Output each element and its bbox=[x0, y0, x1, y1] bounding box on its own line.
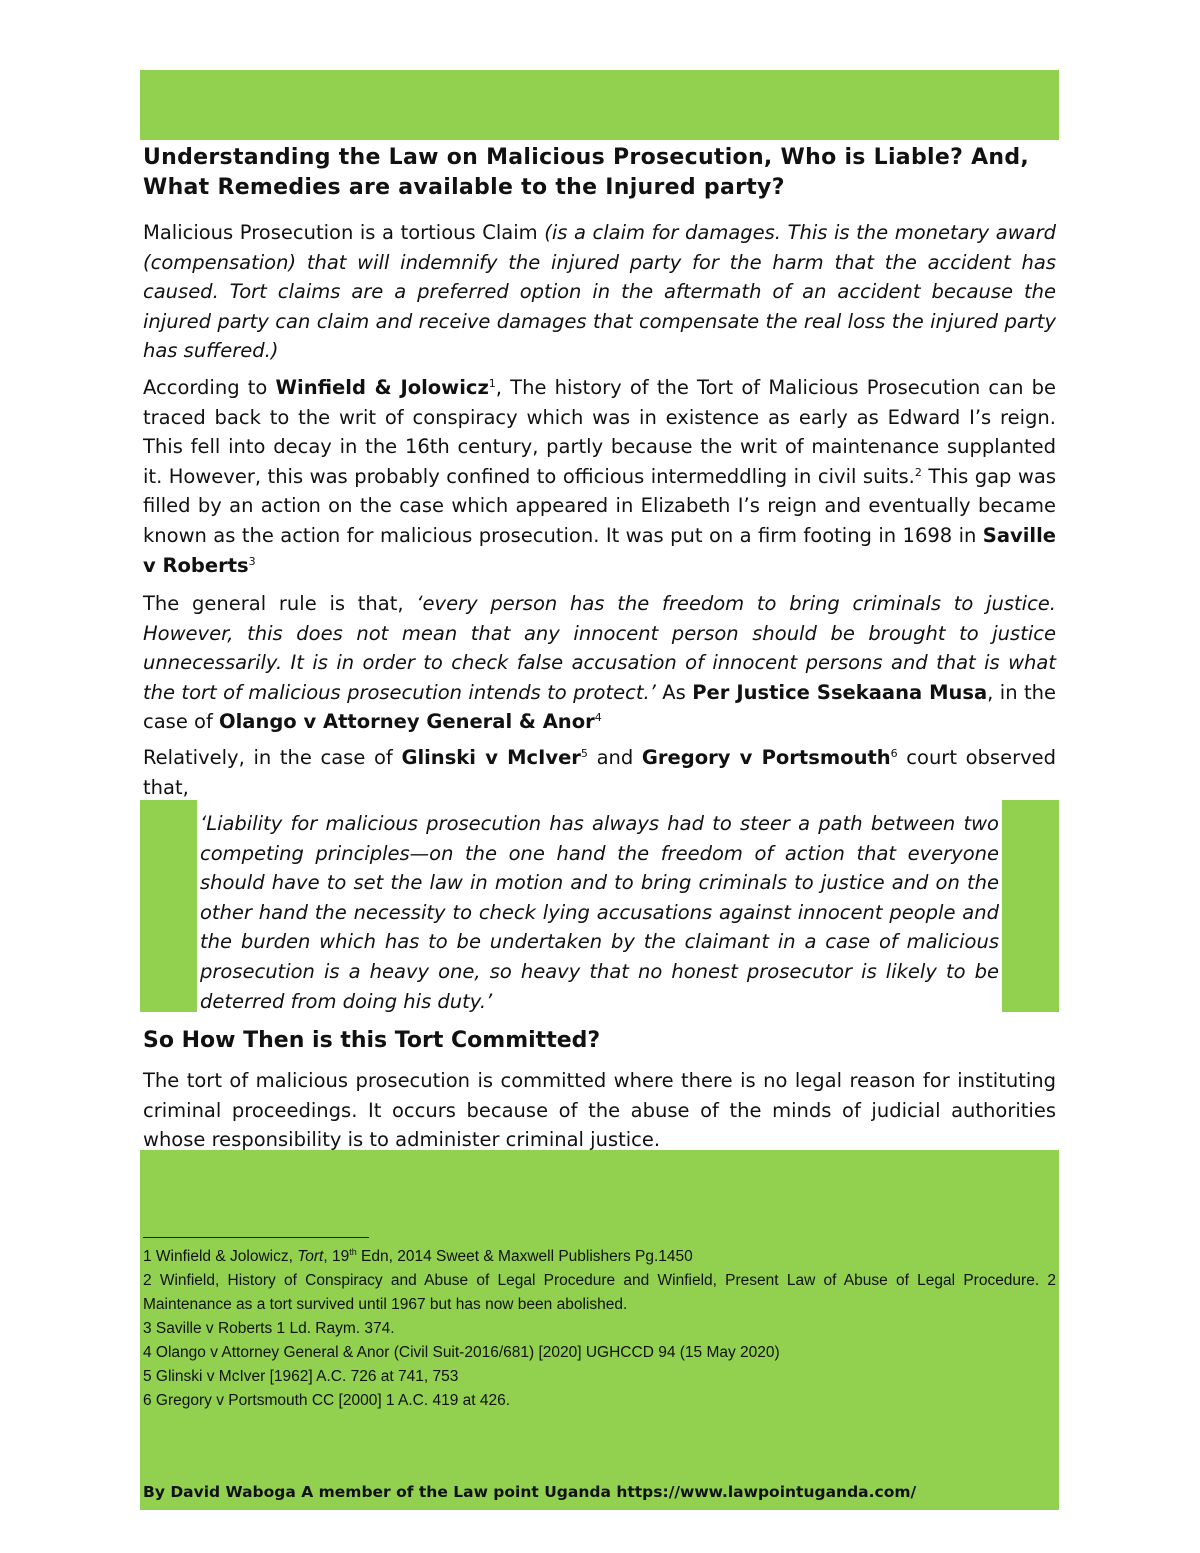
judge-name: Per Justice Ssekaana Musa bbox=[692, 680, 988, 704]
footnote-5: 5 Glinski v McIver [1962] A.C. 726 at 741, 753 bbox=[143, 1368, 459, 1385]
footnote-1-ordinal: th bbox=[349, 1247, 357, 1257]
footnote-1-title: Tort bbox=[297, 1248, 324, 1265]
footnote-2: 2 Winfield, History of Conspiracy and Abuse of Legal Procedure and Winfield, Present Law of Abuse of Legal Procedure. 2 Maintenance as a tort survived until 1967 but has now been abolished. bbox=[143, 1272, 1056, 1313]
general-rule-paragraph bbox=[143, 589, 1056, 737]
relatively-text-1: Relatively, in the case of bbox=[143, 746, 402, 769]
footnote-ref-4[interactable]: 4 bbox=[594, 711, 602, 725]
footnote-divider bbox=[143, 1237, 369, 1238]
intro-definition: (is a claim for damages. This is the monetary award (compensation) that will indemnify the injured party for the harm that the accident has caused. Tort claims are a preferred option in the aftermath of an accident because the injured party can claim and receive damages that compensate the real loss the injured party has suffered.) bbox=[143, 221, 1056, 363]
history-text-2: , The history of the Tort of Malicious Prosecution can be traced back to the writ of conspiracy which was in existence as early as Edward I’s reign. This fell into decay in the 16th century, partly because the writ of maintenance supplanted it. However, this was probably confined to officious intermeddling in civil suits. bbox=[143, 376, 1056, 488]
author-byline[interactable]: By David Waboga A member of the Law point Uganda https://www.lawpointuganda.com/ bbox=[143, 1483, 917, 1501]
author-winfield: Winfield & Jolowicz bbox=[275, 376, 489, 399]
footnote-1-publisher: Edn, 2014 Sweet & Maxwell Publishers Pg.1450 bbox=[356, 1248, 693, 1265]
case-gregory: Gregory v Portsmouth bbox=[641, 746, 891, 769]
block-quote: ‘Liability for malicious prosecution has always had to steer a path between two competing principles—on the one hand the freedom of action that everyone should have to set the law in motion and to bring criminals to justice and on the other hand the necessity to check lying accusations against innocent people and the burden which has to be undertaken by the claimant in a case of malicious prosecution is a heavy one, so heavy that no honest prosecutor is likely to be deterred from doing his duty.’ bbox=[200, 812, 999, 1013]
general-text-1: The general rule is that, bbox=[143, 592, 417, 615]
history-text-3: This gap was filled by an action on the case which appeared in Elizabeth I’s reign and eventually became known as the action for malicious prosecution. It was put on a firm footing in 1698 in bbox=[143, 464, 1056, 547]
quote-left-bar bbox=[140, 800, 197, 1012]
tort-committed-paragraph: The tort of malicious prosecution is committed where there is no legal reason for instituting criminal proceedings. It occurs because of the abuse of the minds of judicial authorities whose responsibility is to administer criminal justice. bbox=[143, 1069, 1056, 1152]
footnote-4: 4 Olango v Attorney General & Anor (Civil Suit-2016/681) [2020] UGHCCD 94 (15 May 2020) bbox=[143, 1344, 780, 1361]
history-paragraph bbox=[143, 373, 1056, 580]
case-olango: Olango v Attorney General & Anor bbox=[219, 710, 595, 734]
relatively-text-2: and bbox=[587, 746, 642, 769]
intro-paragraph bbox=[143, 218, 1056, 366]
general-text-2: As bbox=[655, 680, 693, 704]
footnote-3: 3 Saville v Roberts 1 Ld. Raym. 374. bbox=[143, 1320, 395, 1337]
quote-right-bar bbox=[1002, 800, 1059, 1012]
footnotes bbox=[143, 1245, 1056, 1413]
section-heading: So How Then is this Tort Committed? bbox=[143, 1028, 601, 1053]
footnote-6: 6 Gregory v Portsmouth CC [2000] 1 A.C. 419 at 426. bbox=[143, 1392, 511, 1409]
relatively-text-3: court observed that, bbox=[143, 746, 1057, 799]
footnote-ref-3[interactable]: 3 bbox=[248, 554, 256, 568]
footnote-ref-5[interactable]: 5 bbox=[580, 747, 588, 760]
top-green-banner bbox=[140, 70, 1059, 140]
footnote-ref-6[interactable]: 6 bbox=[890, 747, 898, 760]
intro-lead: Malicious Prosecution is a tortious Claim bbox=[143, 221, 545, 244]
general-text-3: , in the case of bbox=[143, 680, 1056, 734]
footnote-ref-1[interactable]: 1 bbox=[488, 377, 496, 390]
case-saville: Saville v Roberts bbox=[143, 523, 1056, 577]
relatively-paragraph bbox=[143, 743, 1056, 802]
history-text-1: According to bbox=[143, 376, 276, 399]
footnote-1-edition: , 19 bbox=[323, 1248, 350, 1265]
footnote-1-text: 1 Winfield & Jolowicz, bbox=[143, 1248, 298, 1265]
case-glinski: Glinski v McIver bbox=[401, 746, 581, 769]
footnote-1 bbox=[143, 1245, 1056, 1269]
page-title: Understanding the Law on Malicious Prosecution, Who is Liable? And, What Remedies are available to the Injured party? bbox=[143, 145, 1030, 200]
general-quote: ‘every person has the freedom to bring criminals to justice. However, this does not mean that any innocent person should be brought to justice unnecessarily. It is in order to check false accusation of innocent persons and that is what the tort of malicious prosecution intends to protect.’ bbox=[143, 592, 1057, 704]
footnote-ref-2[interactable]: 2 bbox=[914, 465, 922, 479]
